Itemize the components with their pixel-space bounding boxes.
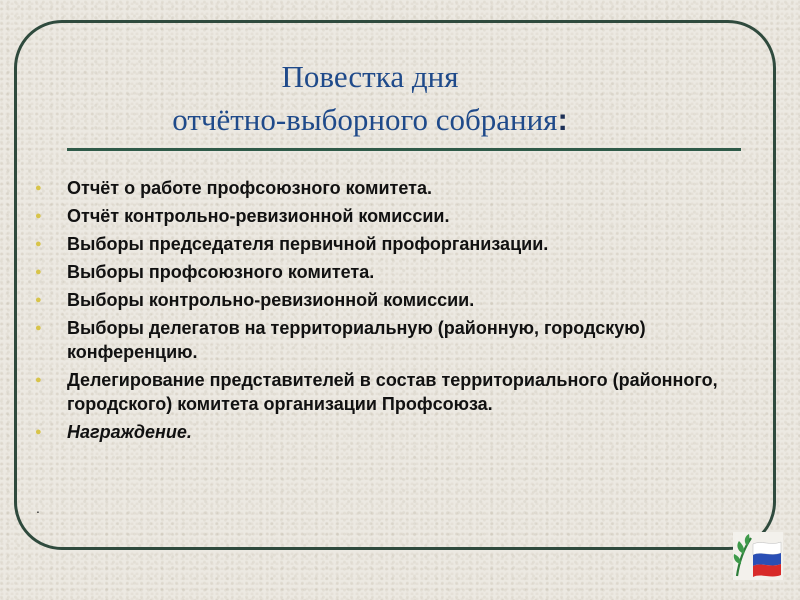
title-line-1: Повестка дня: [281, 59, 459, 94]
bullet-icon: ●: [35, 426, 42, 438]
agenda-item-text: Выборы председателя первичной профорганизации.: [67, 234, 549, 254]
agenda-item-text: Выборы делегатов на территориальную (районную, городскую) конференцию.: [67, 318, 646, 362]
agenda-item: [32, 204, 732, 228]
title-divider: [67, 148, 741, 151]
agenda-item: [32, 232, 732, 256]
title-line-2: [100, 98, 640, 141]
agenda-item: [32, 420, 732, 444]
agenda-item-text: Выборы профсоюзного комитета.: [67, 262, 375, 282]
union-flag-logo-icon: [733, 532, 783, 580]
agenda-item-text: Отчёт о работе профсоюзного комитета.: [67, 178, 432, 198]
agenda-item: [32, 176, 732, 200]
agenda-item-text: Выборы контрольно-ревизионной комиссии.: [67, 290, 475, 310]
agenda-list: [32, 176, 732, 448]
agenda-item-text: Делегирование представителей в состав территориального (районного, городского) комитета организации Профсоюза.: [67, 370, 718, 414]
bullet-icon: ●: [35, 322, 42, 334]
agenda-item: [32, 288, 732, 312]
footer-dot: .: [36, 500, 40, 516]
agenda-item: [32, 316, 732, 364]
slide-title: [100, 55, 640, 141]
bullet-icon: ●: [35, 374, 42, 386]
bullet-icon: ●: [35, 294, 42, 306]
agenda-item-text: Награждение.: [67, 422, 192, 442]
bullet-icon: ●: [35, 182, 42, 194]
agenda-item-text: Отчёт контрольно-ревизионной комиссии.: [67, 206, 450, 226]
bullet-icon: ●: [35, 266, 42, 278]
bullet-icon: ●: [35, 238, 42, 250]
agenda-item: [32, 260, 732, 284]
title-colon: :: [557, 102, 568, 137]
agenda-item: [32, 368, 732, 416]
bullet-icon: ●: [35, 210, 42, 222]
title-line-2-text: отчётно-выборного собрания: [172, 102, 558, 137]
